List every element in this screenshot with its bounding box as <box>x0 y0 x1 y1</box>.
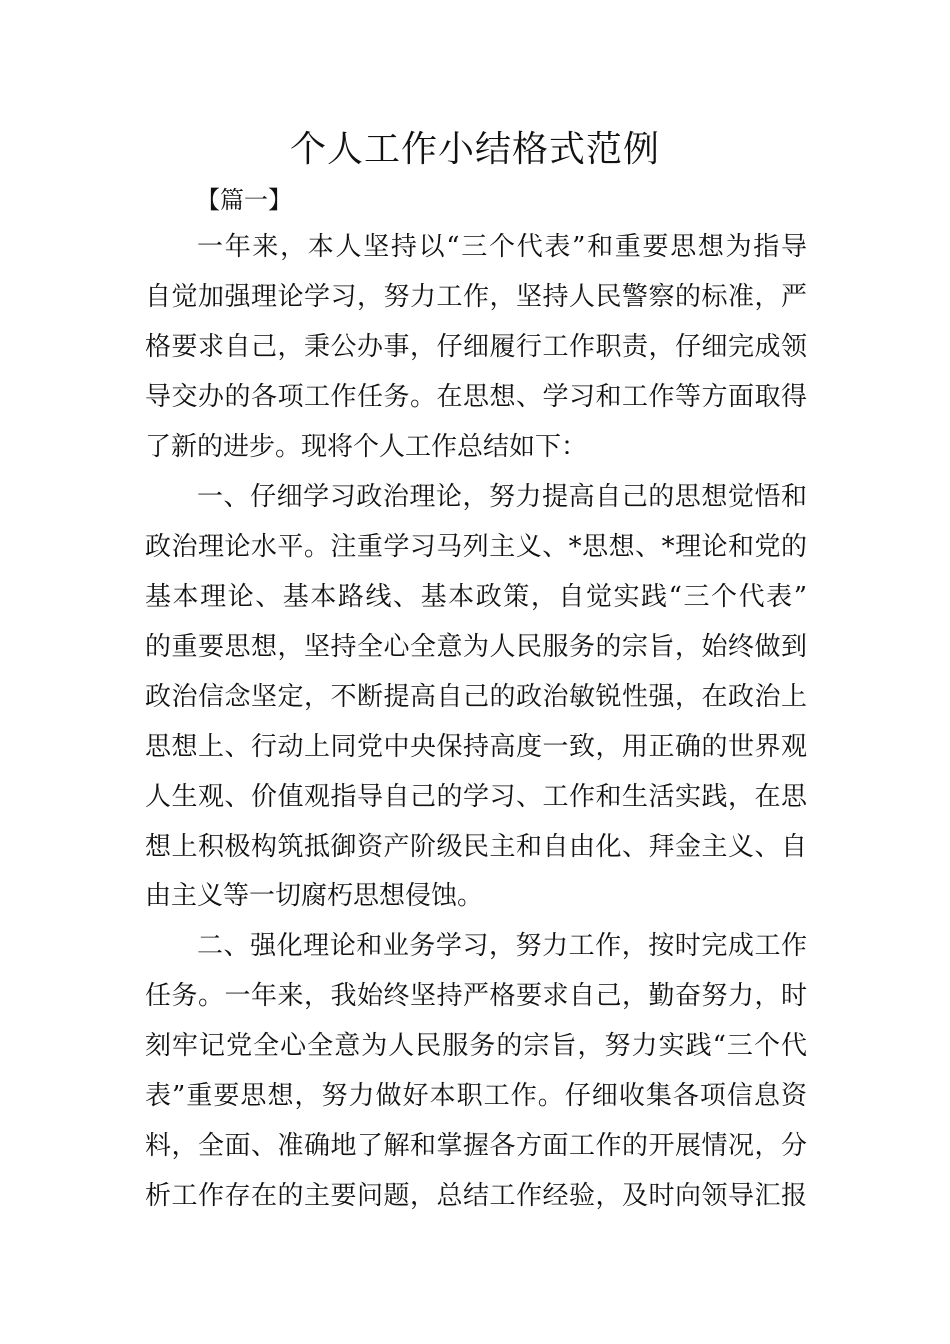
paragraph-line: 人生观、价值观指导自己的学习、工作和生活实践，在思 <box>145 782 807 812</box>
paragraph-line: 的重要思想，坚持全心全意为人民服务的宗旨，始终做到 <box>145 632 807 662</box>
document-title: 个人工作小结格式范例 <box>289 129 660 170</box>
paragraph-line: 政治理论水平。注重学习马列主义、*思想、*理论和党的 <box>145 532 807 562</box>
section-label: 【篇一】 <box>196 186 292 214</box>
paragraph-line: 一、仔细学习政治理论，努力提高自己的思想觉悟和 <box>197 482 807 512</box>
paragraph-line: 刻牢记党全心全意为人民服务的宗旨，努力实践“三个代 <box>145 1031 807 1061</box>
paragraph-line: 表”重要思想，努力做好本职工作。仔细收集各项信息资 <box>145 1081 807 1111</box>
paragraph-line: 基本理论、基本路线、基本政策，自觉实践“三个代表” <box>145 582 807 612</box>
paragraph-line: 一年来，本人坚持以“三个代表”和重要思想为指导 <box>197 232 807 262</box>
paragraph-line: 思想上、行动上同党中央保持高度一致，用正确的世界观 <box>145 732 807 762</box>
paragraph-line: 析工作存在的主要问题，总结工作经验，及时向领导汇报 <box>145 1181 807 1211</box>
paragraph-line: 二、强化理论和业务学习，努力工作，按时完成工作 <box>197 931 807 961</box>
paragraph-line: 任务。一年来，我始终坚持严格要求自己，勤奋努力，时 <box>145 981 807 1011</box>
paragraph-line: 由主义等一切腐朽思想侵蚀。 <box>145 881 484 911</box>
paragraph-line: 料，全面、准确地了解和掌握各方面工作的开展情况，分 <box>145 1131 807 1161</box>
paragraph-line: 导交办的各项工作任务。在思想、学习和工作等方面取得 <box>145 382 807 412</box>
paragraph-line: 了新的进步。现将个人工作总结如下： <box>145 432 588 462</box>
paragraph-line: 政治信念坚定，不断提高自己的政治敏锐性强，在政治上 <box>145 682 807 712</box>
paragraph-line: 自觉加强理论学习，努力工作，坚持人民警察的标准，严 <box>145 282 807 312</box>
paragraph-line: 想上积极构筑抵御资产阶级民主和自由化、拜金主义、自 <box>145 832 807 862</box>
paragraph-line: 格要求自己，秉公办事，仔细履行工作职责，仔细完成领 <box>145 332 807 362</box>
